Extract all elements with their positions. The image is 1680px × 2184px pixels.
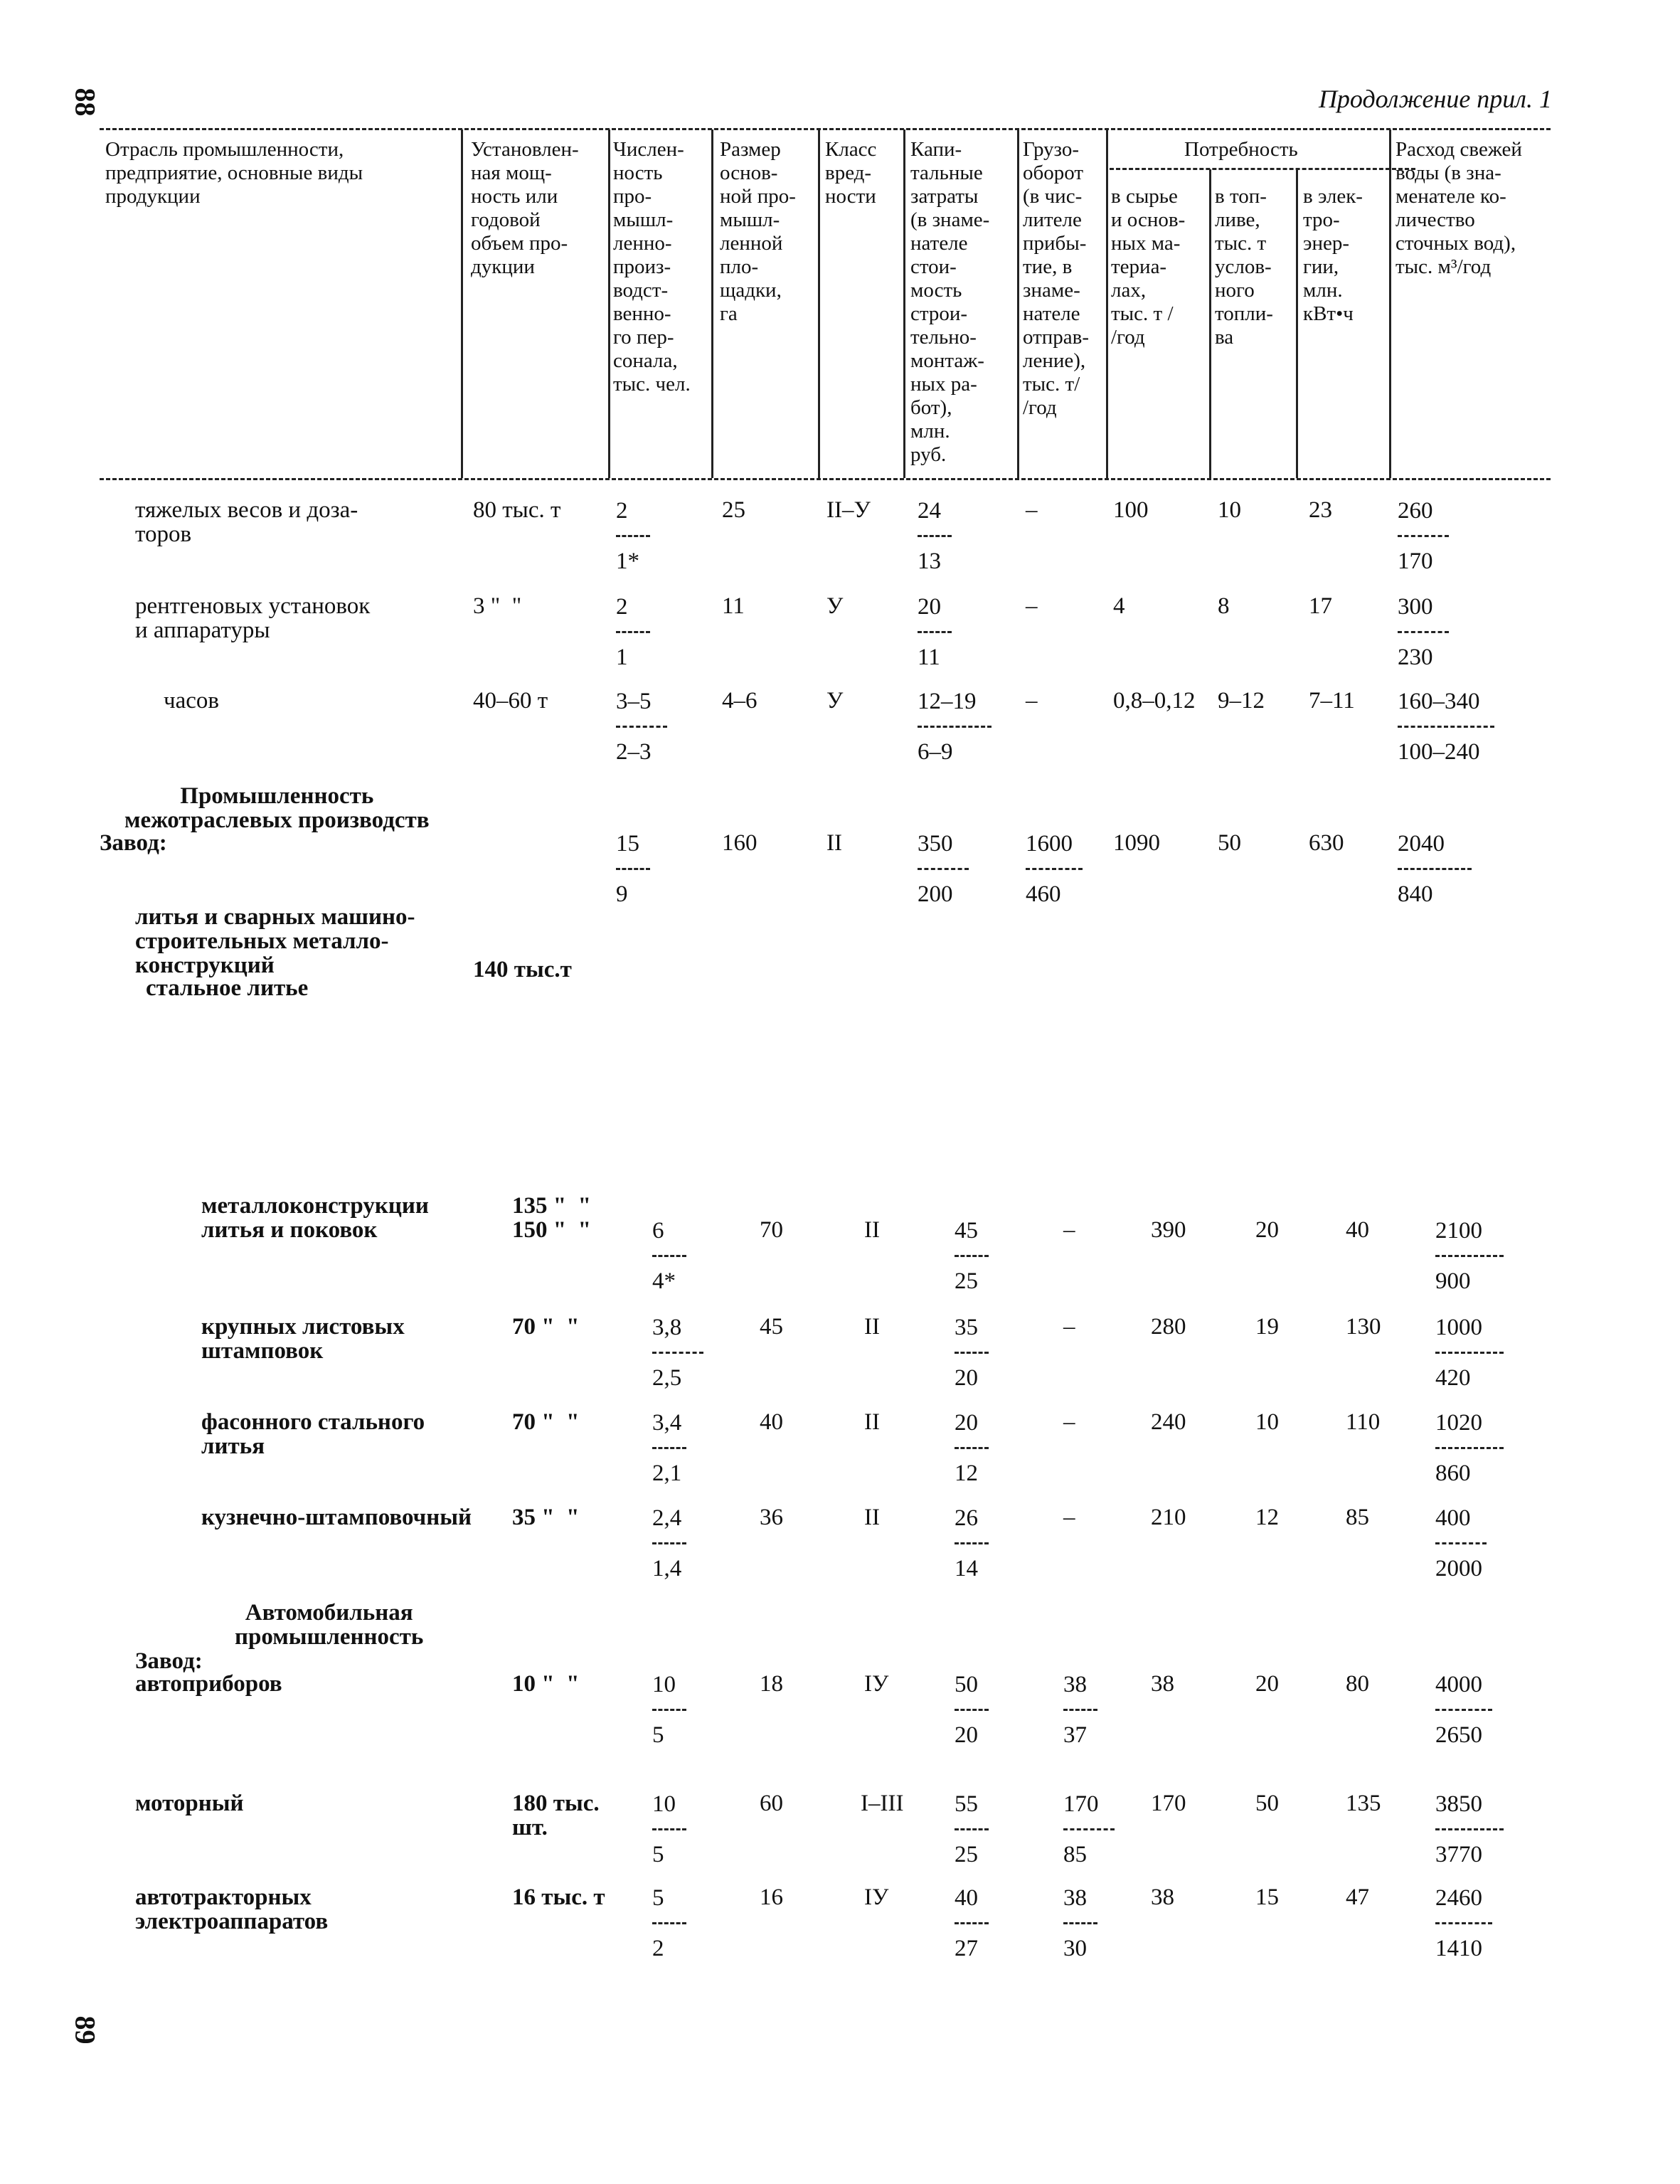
row-water [1435, 1410, 1504, 1486]
row-fuel: 10 [1255, 1409, 1279, 1435]
row-raw: 0,8–0,12 [1113, 688, 1196, 714]
row-fuel: 10 [1218, 497, 1241, 523]
water-denominator: 420 [1435, 1365, 1471, 1391]
row-fuel: 12 [1255, 1505, 1279, 1530]
row-class: I–III [861, 1791, 904, 1816]
row-capital [955, 1791, 989, 1867]
capital-denominator: 20 [955, 1365, 978, 1391]
capital-numerator: 12–19 [918, 689, 977, 714]
water-denominator: 170 [1398, 548, 1433, 574]
plant-sub-name: стальное литье [146, 975, 309, 1001]
header-water: Расход свежей воды (в зна- менателе ко- личество сточных вод), тыс. м³/год [1395, 138, 1522, 278]
page-number-top: 88 [69, 88, 102, 117]
metal-name-1: металлоконструкции [201, 1193, 429, 1219]
row-fuel: 8 [1218, 593, 1230, 619]
col-divider-5 [903, 129, 905, 478]
col-divider-3 [711, 129, 713, 478]
staff-denominator: 5 [652, 1842, 664, 1867]
plant-electricity: 630 [1309, 830, 1344, 856]
section-title: Автомобильная промышленность [235, 1600, 424, 1650]
cargo-denominator: 85 [1063, 1842, 1087, 1867]
water-numerator: 3850 [1435, 1791, 1482, 1817]
row-capital [955, 1885, 989, 1961]
water-numerator: 400 [1435, 1505, 1471, 1531]
row-water [1435, 1672, 1492, 1748]
row-cargo: – [1026, 497, 1038, 523]
row-cargo [1063, 1791, 1115, 1867]
staff-numerator: 3,4 [652, 1410, 682, 1436]
row-electricity: 85 [1346, 1505, 1369, 1530]
capital-numerator: 20 [955, 1410, 978, 1436]
row-cargo: – [1063, 1409, 1075, 1435]
row-capacity: 80 тыс. т [473, 497, 561, 523]
row-cargo: – [1063, 1314, 1075, 1340]
header-bottom-rule [100, 478, 1551, 480]
water-denominator: 3770 [1435, 1842, 1482, 1867]
capital-numerator: 26 [955, 1505, 978, 1531]
row-water [1435, 1791, 1504, 1867]
row-raw: 4 [1113, 593, 1125, 619]
row-capacity: 10 " " [512, 1671, 580, 1697]
row-class: II [864, 1314, 880, 1340]
capital-numerator: 35 [955, 1315, 978, 1340]
row-capacity: 180 тыс. шт. [512, 1791, 600, 1840]
row-staff [652, 1315, 703, 1391]
water-denominator: 860 [1435, 1461, 1471, 1486]
row-raw: 170 [1151, 1791, 1186, 1816]
row-class: IУ [864, 1671, 889, 1697]
row-name: часов [164, 688, 219, 714]
row-staff [652, 1672, 686, 1748]
metal-water [1435, 1218, 1504, 1294]
water-numerator: 1000 [1435, 1315, 1482, 1340]
plant-water [1398, 831, 1472, 907]
header-capacity: Установлен- ная мощ- ность или годовой объем про- дукции [471, 138, 579, 278]
row-area: 18 [760, 1671, 783, 1697]
metal-capacity-2: 150 " " [512, 1217, 591, 1243]
row-raw: 240 [1151, 1409, 1186, 1435]
cargo-numerator: 1600 [1026, 831, 1073, 857]
header-cargo: Грузо- оборот (в чис- лителе прибы- тие, в знаме- нателе отправ- ление), тыс. т/ /год [1023, 138, 1090, 419]
row-name: рентгеновых установок и аппаратуры [135, 593, 371, 643]
capital-numerator: 40 [955, 1885, 978, 1911]
row-class: У [826, 688, 844, 714]
staff-numerator: 15 [616, 831, 639, 857]
row-name: фасонного стального литья [201, 1409, 425, 1459]
header-hazard-class: Класс вред- ности [825, 138, 877, 208]
row-raw: 38 [1151, 1885, 1174, 1910]
row-water [1435, 1885, 1492, 1961]
capital-numerator: 55 [955, 1791, 978, 1817]
section-zavod-label: Завод: [135, 1648, 203, 1674]
row-area: 40 [760, 1409, 783, 1435]
row-area: 11 [722, 593, 745, 619]
metal-capital [955, 1218, 989, 1294]
row-capital [955, 1672, 989, 1748]
staff-numerator: 10 [652, 1672, 676, 1697]
row-area: 4–6 [722, 688, 757, 714]
col-divider-8 [1209, 169, 1211, 478]
metal-capacity-1: 135 " " [512, 1193, 591, 1219]
plant-sub-capacity: 140 тыс.т [473, 957, 572, 982]
staff-denominator: 1 [616, 645, 628, 670]
row-staff [616, 689, 667, 765]
staff-numerator: 6 [652, 1218, 664, 1244]
row-capacity: 35 " " [512, 1505, 580, 1530]
capital-denominator: 20 [955, 1722, 978, 1748]
col-divider-2 [608, 129, 610, 478]
row-name: моторный [135, 1791, 244, 1816]
row-raw: 280 [1151, 1314, 1186, 1340]
water-numerator: 160–340 [1398, 689, 1480, 714]
metal-class: II [864, 1217, 880, 1243]
section-title: Промышленность межотраслевых производств [124, 783, 430, 833]
section-zavod-label: Завод: [100, 830, 167, 856]
water-denominator: 1410 [1435, 1936, 1482, 1961]
cargo-numerator: 170 [1063, 1791, 1099, 1817]
row-raw: 100 [1113, 497, 1149, 523]
staff-denominator: 1,4 [652, 1556, 682, 1581]
water-numerator: 2100 [1435, 1218, 1482, 1244]
capital-denominator: 12 [955, 1461, 978, 1486]
header-electricity: в элек- тро- энер- гии, млн. кВт•ч [1303, 185, 1363, 325]
col-divider-7 [1106, 129, 1108, 478]
row-staff [616, 498, 650, 574]
header-raw-materials: в сырье и основ- ных ма- териа- лах, тыс. т / /год [1111, 185, 1186, 349]
page-number-bottom: 89 [69, 2015, 102, 2045]
capital-denominator: 25 [955, 1842, 978, 1867]
staff-denominator: 2 [652, 1936, 664, 1961]
row-electricity: 130 [1346, 1314, 1381, 1340]
row-electricity: 80 [1346, 1671, 1369, 1697]
water-denominator: 230 [1398, 645, 1433, 670]
plant-name: литья и сварных машино- строительных металло- конструкций [135, 904, 415, 978]
plant-class: II [826, 830, 842, 856]
metal-electricity: 40 [1346, 1217, 1369, 1243]
row-area: 16 [760, 1885, 783, 1910]
staff-denominator: 5 [652, 1722, 664, 1748]
col-divider-9 [1296, 169, 1298, 478]
plant-cargo [1026, 831, 1083, 907]
row-name: крупных листовых штамповок [201, 1314, 405, 1364]
row-capacity: 16 тыс. т [512, 1885, 605, 1910]
water-numerator: 300 [1398, 594, 1433, 620]
row-electricity: 7–11 [1309, 688, 1355, 714]
metal-fuel: 20 [1255, 1217, 1279, 1243]
row-staff [652, 1505, 686, 1581]
row-class: II [864, 1505, 880, 1530]
row-class: У [826, 593, 844, 619]
header-area: Размер основ- ной про- мышл- ленной пло- щадки, га [720, 138, 796, 325]
row-class: II [864, 1409, 880, 1435]
cargo-denominator: 30 [1063, 1936, 1087, 1961]
cargo-denominator: 460 [1026, 881, 1061, 907]
staff-numerator: 3–5 [616, 689, 652, 714]
row-capacity: 3 " " [473, 593, 522, 619]
water-numerator: 2460 [1435, 1885, 1482, 1911]
water-numerator: 2040 [1398, 831, 1445, 857]
water-denominator: 900 [1435, 1268, 1471, 1294]
row-cargo: – [1026, 688, 1038, 714]
capital-denominator: 14 [955, 1556, 978, 1581]
row-water [1398, 594, 1449, 670]
plant-capital [918, 831, 969, 907]
water-numerator: 4000 [1435, 1672, 1482, 1697]
header-industry: Отрасль промышленности, предприятие, основные виды продукции [105, 138, 363, 208]
plant-fuel: 50 [1218, 830, 1241, 856]
header-capital-costs: Капи- тальные затраты (в знаме- нателе стои- мость строи- тельно- монтаж- ных ра- бот), млн. руб. [910, 138, 990, 466]
capital-denominator: 6–9 [918, 739, 953, 765]
staff-denominator: 1* [616, 548, 639, 574]
capital-denominator: 13 [918, 548, 941, 574]
row-electricity: 110 [1346, 1409, 1381, 1435]
row-name: кузнечно-штамповочный [201, 1505, 472, 1530]
row-capital [955, 1410, 989, 1486]
cargo-numerator: 38 [1063, 1672, 1087, 1697]
capital-numerator: 20 [918, 594, 941, 620]
capital-denominator: 11 [918, 645, 940, 670]
row-name: автоприборов [135, 1671, 282, 1697]
row-cargo: – [1026, 593, 1038, 619]
staff-denominator: 2,5 [652, 1365, 682, 1391]
row-staff [652, 1885, 686, 1961]
row-electricity: 47 [1346, 1885, 1369, 1910]
metal-raw: 390 [1151, 1217, 1186, 1243]
col-divider-1 [461, 129, 463, 478]
row-capital [918, 498, 952, 574]
plant-area: 160 [722, 830, 757, 856]
header-top-rule [100, 128, 1551, 130]
row-area: 60 [760, 1791, 783, 1816]
row-name: автотракторных электроаппаратов [135, 1885, 329, 1934]
metal-staff [652, 1218, 686, 1294]
row-staff [652, 1410, 686, 1486]
header-staff: Числен- ность про- мышл- ленно- произ- водст- венно- го пер- сонала, тыс. чел. [613, 138, 691, 396]
row-water [1398, 498, 1449, 574]
plant-raw: 1090 [1113, 830, 1160, 856]
row-staff [616, 594, 650, 670]
capital-numerator: 50 [955, 1672, 978, 1697]
water-numerator: 260 [1398, 498, 1433, 524]
capital-numerator: 350 [918, 831, 953, 857]
staff-numerator: 5 [652, 1885, 664, 1911]
group-rule [1110, 168, 1415, 170]
staff-numerator: 10 [652, 1791, 676, 1817]
water-denominator: 840 [1398, 881, 1433, 907]
row-capacity: 40–60 т [473, 688, 548, 714]
row-capital [955, 1505, 989, 1581]
row-capital [918, 594, 952, 670]
capital-numerator: 45 [955, 1218, 978, 1244]
row-capital [955, 1315, 989, 1391]
capital-denominator: 25 [955, 1268, 978, 1294]
row-water [1435, 1315, 1504, 1391]
row-class: IУ [864, 1885, 889, 1910]
col-divider-4 [818, 129, 820, 478]
cargo-numerator: 38 [1063, 1885, 1087, 1911]
col-divider-6 [1017, 129, 1019, 478]
row-raw: 38 [1151, 1671, 1174, 1697]
row-capacity: 70 " " [512, 1314, 580, 1340]
header-fuel: в топ- ливе, тыс. т услов- ного топли- ва [1215, 185, 1273, 349]
row-area: 25 [722, 497, 745, 523]
metal-area: 70 [760, 1217, 783, 1243]
row-electricity: 135 [1346, 1791, 1381, 1816]
capital-numerator: 24 [918, 498, 941, 524]
water-numerator: 1020 [1435, 1410, 1482, 1436]
row-fuel: 50 [1255, 1791, 1279, 1816]
water-denominator: 2650 [1435, 1722, 1482, 1748]
metal-name-2: литья и поковок [201, 1217, 378, 1243]
row-water [1398, 689, 1494, 765]
row-name: тяжелых весов и доза- торов [135, 497, 358, 547]
staff-numerator: 3,8 [652, 1315, 682, 1340]
capital-denominator: 200 [918, 881, 953, 907]
row-electricity: 23 [1309, 497, 1332, 523]
capital-denominator: 27 [955, 1936, 978, 1961]
row-area: 36 [760, 1505, 783, 1530]
row-cargo [1063, 1672, 1097, 1748]
row-fuel: 20 [1255, 1671, 1279, 1697]
staff-numerator: 2,4 [652, 1505, 682, 1531]
col-divider-10 [1389, 129, 1391, 478]
row-raw: 210 [1151, 1505, 1186, 1530]
row-class: II–У [826, 497, 871, 523]
row-cargo: – [1063, 1505, 1075, 1530]
staff-numerator: 2 [616, 498, 628, 524]
row-staff [652, 1791, 686, 1867]
staff-denominator: 2,1 [652, 1461, 682, 1486]
water-denominator: 2000 [1435, 1556, 1482, 1581]
row-area: 45 [760, 1314, 783, 1340]
row-fuel: 9–12 [1218, 688, 1265, 714]
row-capital [918, 689, 991, 765]
plant-staff [616, 831, 650, 907]
water-denominator: 100–240 [1398, 739, 1480, 765]
cargo-denominator: 37 [1063, 1722, 1087, 1748]
staff-denominator: 2–3 [616, 739, 652, 765]
continuation-label: Продолжение прил. 1 [1318, 85, 1552, 113]
header-demand-group: Потребность [1184, 138, 1298, 161]
row-fuel: 19 [1255, 1314, 1279, 1340]
row-capacity: 70 " " [512, 1409, 580, 1435]
staff-denominator: 9 [616, 881, 628, 907]
row-electricity: 17 [1309, 593, 1332, 619]
row-fuel: 15 [1255, 1885, 1279, 1910]
metal-cargo: – [1063, 1217, 1075, 1243]
staff-numerator: 2 [616, 594, 628, 620]
row-cargo [1063, 1885, 1097, 1961]
staff-denominator: 4* [652, 1268, 676, 1294]
row-water [1435, 1505, 1487, 1581]
